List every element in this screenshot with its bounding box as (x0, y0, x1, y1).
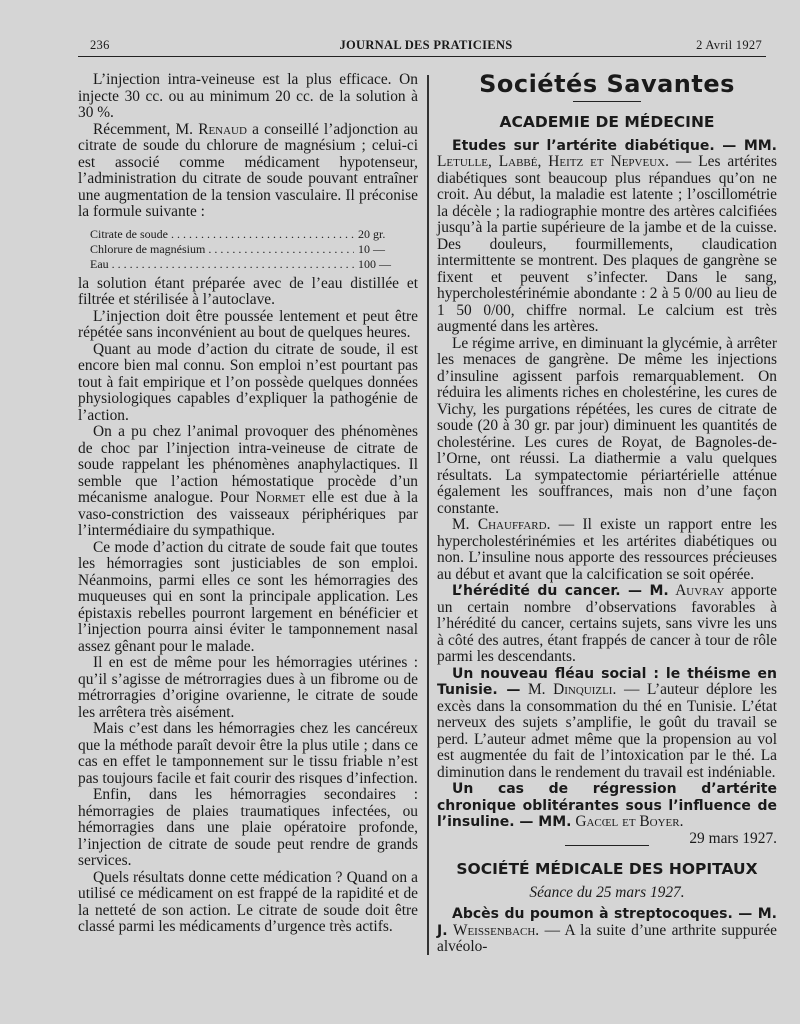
paragraph: Mais c’est dans les hémorragies chez les cancéreux que la méthode paraît devoir être la plus utile ; dans ce cas en effet le tamponnement sur le tissu friable n’est pas toujours facile et fait courir des risques d’infection. (78, 720, 418, 787)
société-médicale-heading: SOCIÉTÉ MÉDICALE DES HOPITAUX (456, 860, 758, 878)
paragraph: Ce mode d’action du citrate de soude fait que toutes les hémorragies sont justiciables de son emploi. Néanmoins, parmi elles ce sont les hémorragies des muqueuses qui en sont la principale application. Les épistaxis rebelles pourront largement en bénéficier et l’injection pourra ainsi éviter le tamponnement nasal assez gênant pour le malade. (78, 538, 418, 655)
formula-row: Citrate de soude . . . 20 gr. (90, 227, 418, 242)
journal-title: JOURNAL DES PRATICIENS (339, 38, 513, 52)
issue-date: 2 Avril 1927 (696, 38, 762, 52)
séance-date: Séance du 25 mars 1927. (529, 883, 685, 901)
article-théisme-tunisie: Un nouveau fléau social : le théisme en Tunisie. — M. Dinquizli. — L’auteur déplore les excès dans la consommation du thé en Tunisie. L’état nerveux des sujets s’amplifie, le goût du travail se perd. L’auteur admet même que la propension au vol est augmentée du fait de l’intoxication par le thé. La diminution dans le rendement du travail est indéniable. (437, 665, 777, 781)
paragraph: Quels résultats donne cette médication ? Quand on a utilisé ce médicament on est frappé de la rapidité et de la netteté de son action. Le citrate de soude doit être classé parmi les médicaments d’urgence très actifs. (78, 868, 418, 935)
running-header (90, 38, 762, 58)
header-rule (78, 56, 766, 57)
author-name: Normet (255, 489, 306, 506)
paragraph: Il en est de même pour les hémorragies utérines : qu’il s’agisse de métrorragies dues à un fibrome ou de métrorragies d’origine ovarienne, le citrate de soude les arrêtera très aisément. (78, 654, 418, 721)
right-column (437, 72, 777, 956)
paragraph: Récemment, M. Renaud a conseillé l’adjonction au citrate de soude du chlorure de magnésium ; celui-ci est associé comme médicament hypotenseur, l’administration du citrate de soude pouvant entraîner une augmentation de la tension vasculaire. Il préconise la formule suivante : (78, 120, 418, 220)
paragraph: L’injection intra-veineuse est la plus efficace. On injecte 30 cc. ou au minimum 20 cc. de la solution à 30 %. (78, 71, 418, 121)
paragraph: On a pu chez l’animal provoquer des phénomènes de choc par l’injection intra-veineuse de citrate de soude rappelant les phénomènes anaphylactiques. Il semble que l’action hémostatique procède d’un mécanisme analogue. Pour Normet elle est due à la vaso-constriction des vaisseaux périphériques par l’intermédiaire du sympathique. (78, 423, 418, 539)
paragraph: la solution étant préparée avec de l’eau distillée et filtrée et stérilisée à l’autoclave. (78, 274, 418, 308)
formula-row: Eau . . . 100 — (90, 257, 418, 272)
article-artérite-diabétique: Etudes sur l’artérite diabétique. — MM. Letulle, Labbé, Heitz et Nepveux. — Les artérites diabétiques sont beaucoup plus répandues qu’on ne croit. Au début, la maladie est latente ; l’oscillométrie la décèle ; la radiographie montre des artères calcifiées jusqu’à la partie supérieure de la jambe et de la cuisse. Des douleurs, fourmillements, claudication intermittente se montrent. Des plaques de gangrène se fixent et peuvent s’infecter. Dans le sang, hypercholestérinémie abondante : 2 à 5 0/00 au lieu de 1 50 0/00, chiffre normal. Le calcium est très augmenté dans les artères. (437, 137, 777, 335)
paragraph: Enfin, dans les hémorragies secondaires : hémorragies de plaies traumatiques infectées, ou hémorragies dans une plaie opératoire profonde, l’injection de citrate de soude peut rendre de grands services. (78, 786, 418, 869)
paragraph: L’injection doit être poussée lentement et peut être répétée sans inconvénient au bout de quelques heures. (78, 307, 418, 341)
title-rule (573, 101, 641, 103)
formula-row: Chlorure de magnésium . . . 10 — (90, 242, 418, 257)
author-name: Renaud (198, 120, 247, 138)
article-régression-artérite: Un cas de régression d’artérite chronique oblitérantes sous l’influence de l’insuline. — MM. Gacœl et Boyer. 29 mars 1927. (437, 781, 777, 847)
left-column (78, 72, 418, 936)
section-title: Sociétés Savantes (479, 70, 735, 98)
column-divider (427, 75, 429, 955)
article-abcès-poumon: Abcès du poumon à streptocoques. — M. J. Weissenbach. — A la suite d’une arthrite suppurée alvéolo- (437, 906, 777, 955)
paragraph: Le régime arrive, en diminuant la glycémie, à arrêter les menaces de gangrène. De même les injections d’insuline agissent parfois remarquablement. On réduira les aliments riches en cholestérine, les cures de Vichy, les purgations répétées, les cures de citrate de soude (20 à 30 gr. par jour) diminuent les quantités de cholestérine. Les cures de Royat, de Bagnoles-de-l’Orne, ont réussi. La diathermie a valu quelques résultats. La sympatectomie périartérielle atténue également les souffrances, mais non d’une façon constante. (437, 334, 777, 517)
paragraph: M. Chauffard. — Il existe un rapport entre les hypercholestérinémies et les artérites diabétiques ou non. L’insuline nous apporte des ressources précieuses au début et avant que la calcification se soit opérée. (437, 516, 777, 583)
paragraph: Quant au mode d’action du citrate de soude, il est encore bien mal connu. Son emploi n’est pourtant pas tout à fait empirique et l’on possède quelques données physiologiques capables d’expliquer la pathogénie de l’action. (78, 340, 418, 424)
academie-heading: ACADEMIE DE MÉDECINE (499, 113, 715, 131)
formula (90, 227, 418, 272)
article-hérédité-cancer: L’hérédité du cancer. — M. Auvray apporte un certain nombre d’observations favorables à l’hérédité du cancer, certains sujets, sans vivre les uns à côté des autres, étant frappés de cancer à tour de rôle parmi les descendants. (437, 582, 778, 665)
page-number: 236 (90, 38, 110, 52)
section-rule (565, 845, 649, 847)
